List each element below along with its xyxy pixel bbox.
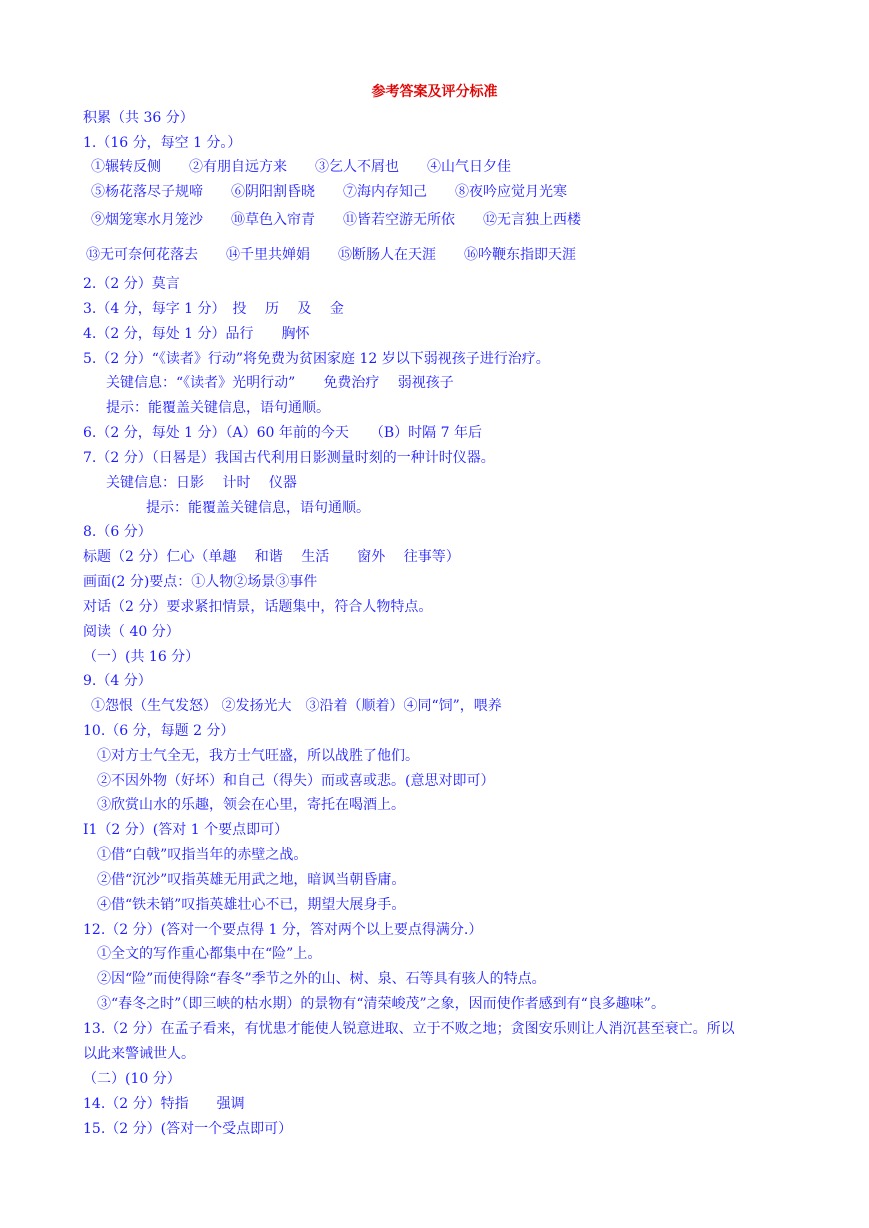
answer-line: ⑬无可奈何花落去 ⑭千里共婵娟 ⑮断肠人在天涯 ⑯吟鞭东指即天涯: [86, 247, 576, 263]
hint-line: 提示：能覆盖关键信息，语句通顺。: [146, 500, 370, 516]
question-9: 9.（4 分）: [83, 673, 152, 689]
answer-line: 对话（2 分）要求紧扣情景，话题集中，符合人物特点。: [83, 599, 433, 615]
answer-line: ①辗转反侧 ②有朋自远方来 ③乞人不屑也 ④山气日夕佳: [91, 159, 511, 175]
answer-line: ①怨恨（生气发怒） ②发扬光大 ③沿着（顺着）④同“饲”，喂养: [91, 698, 502, 714]
question-10: 10.（6 分，每题 2 分）: [83, 723, 235, 739]
answer-line: 画面(2 分)要点：①人物②场景③事件: [83, 574, 318, 590]
question-11: I1（2 分）(答对 1 个要点即可）: [83, 822, 289, 838]
answer-line: ①借“白戟”叹指当年的赤壁之战。: [97, 847, 308, 863]
answer-line: 以此来警诫世人。: [83, 1046, 195, 1062]
answer-line: ②不因外物（好坏）和自己（得失）而或喜或悲。(意思对即可）: [97, 773, 495, 789]
section-heading-accumulation: 积累（共 36 分）: [83, 110, 194, 126]
answer-line: ②因“险”而使得除“春冬”季节之外的山、树、泉、石等具有骇人的特点。: [97, 971, 546, 987]
question-4: 4.（2 分，每处 1 分）品行 胸怀: [83, 326, 310, 342]
key-info-line: 关键信息：日影 计时 仪器: [106, 475, 297, 491]
answer-line: ③“春冬之时”（即三峡的枯水期）的景物有“清荣峻茂”之象，因而使作者感到有“良多趣味”。: [97, 996, 665, 1012]
question-1-heading: 1.（16 分，每空 1 分。）: [83, 135, 242, 151]
question-14: 14.（2 分）特指 强调: [83, 1096, 245, 1112]
answer-line: ④借“铁未销”叹指英雄壮心不已，期望大展身手。: [97, 897, 406, 913]
question-13: 13.（2 分）在孟子看来，有忧患才能使人锐意进取、立于不败之地；贪图安乐则让人消沉甚至衰亡。所以: [83, 1021, 735, 1037]
answer-line: ①对方士气全无，我方士气旺盛，所以战胜了他们。: [97, 748, 419, 764]
answer-line: ①全文的写作重心都集中在“险”上。: [97, 946, 322, 962]
answer-line: ②借“沉沙”叹指英雄无用武之地，暗讽当朝昏庸。: [97, 872, 406, 888]
answer-line: ⑨烟笼寒水月笼沙 ⑩草色入帘青 ⑪皆若空游无所依 ⑫无言独上西楼: [91, 212, 581, 228]
question-6: 6.（2 分，每处 1 分）（A）60 年前的今天 （B）时隔 7 年后: [83, 425, 482, 441]
question-12: 12.（2 分）(答对一个要点得 1 分，答对两个以上要点得满分.）: [83, 922, 483, 938]
section-heading-reading: 阅读（ 40 分）: [83, 624, 180, 640]
hint-line: 提示：能覆盖关键信息，语句通顺。: [106, 400, 330, 416]
key-info-line: 关键信息：“《读者》光明行动” 免费治疗 弱视孩子: [106, 375, 454, 391]
answer-line: 标题（2 分）仁心（单趣 和谐 生活 窗外 往事等）: [83, 549, 460, 565]
question-8: 8.（6 分）: [83, 524, 152, 540]
subsection-heading: （二）(10 分）: [83, 1071, 181, 1087]
question-3: 3.（4 分，每字 1 分） 投 历 及 金: [83, 301, 344, 317]
question-15: 15.（2 分）(答对一个受点即可）: [83, 1121, 293, 1137]
document-title: 参考答案及评分标准: [371, 84, 498, 100]
question-2: 2.（2 分）莫言: [83, 276, 180, 292]
answer-line: ⑤杨花落尽子规啼 ⑥阴阳割昏晓 ⑦海内存知己 ⑧夜吟应觉月光寒: [91, 184, 567, 200]
answer-line: ③欣赏山水的乐趣，领会在心里，寄托在喝酒上。: [97, 797, 405, 813]
question-5: 5.（2 分）“《读者》行动”将免费为贫困家庭 12 岁以下弱视孩子进行治疗。: [83, 351, 550, 367]
question-7: 7.（2 分）（日晷是）我国古代利用日影测量时刻的一种计时仪器。: [83, 450, 495, 466]
subsection-heading: （一）(共 16 分）: [83, 649, 200, 665]
